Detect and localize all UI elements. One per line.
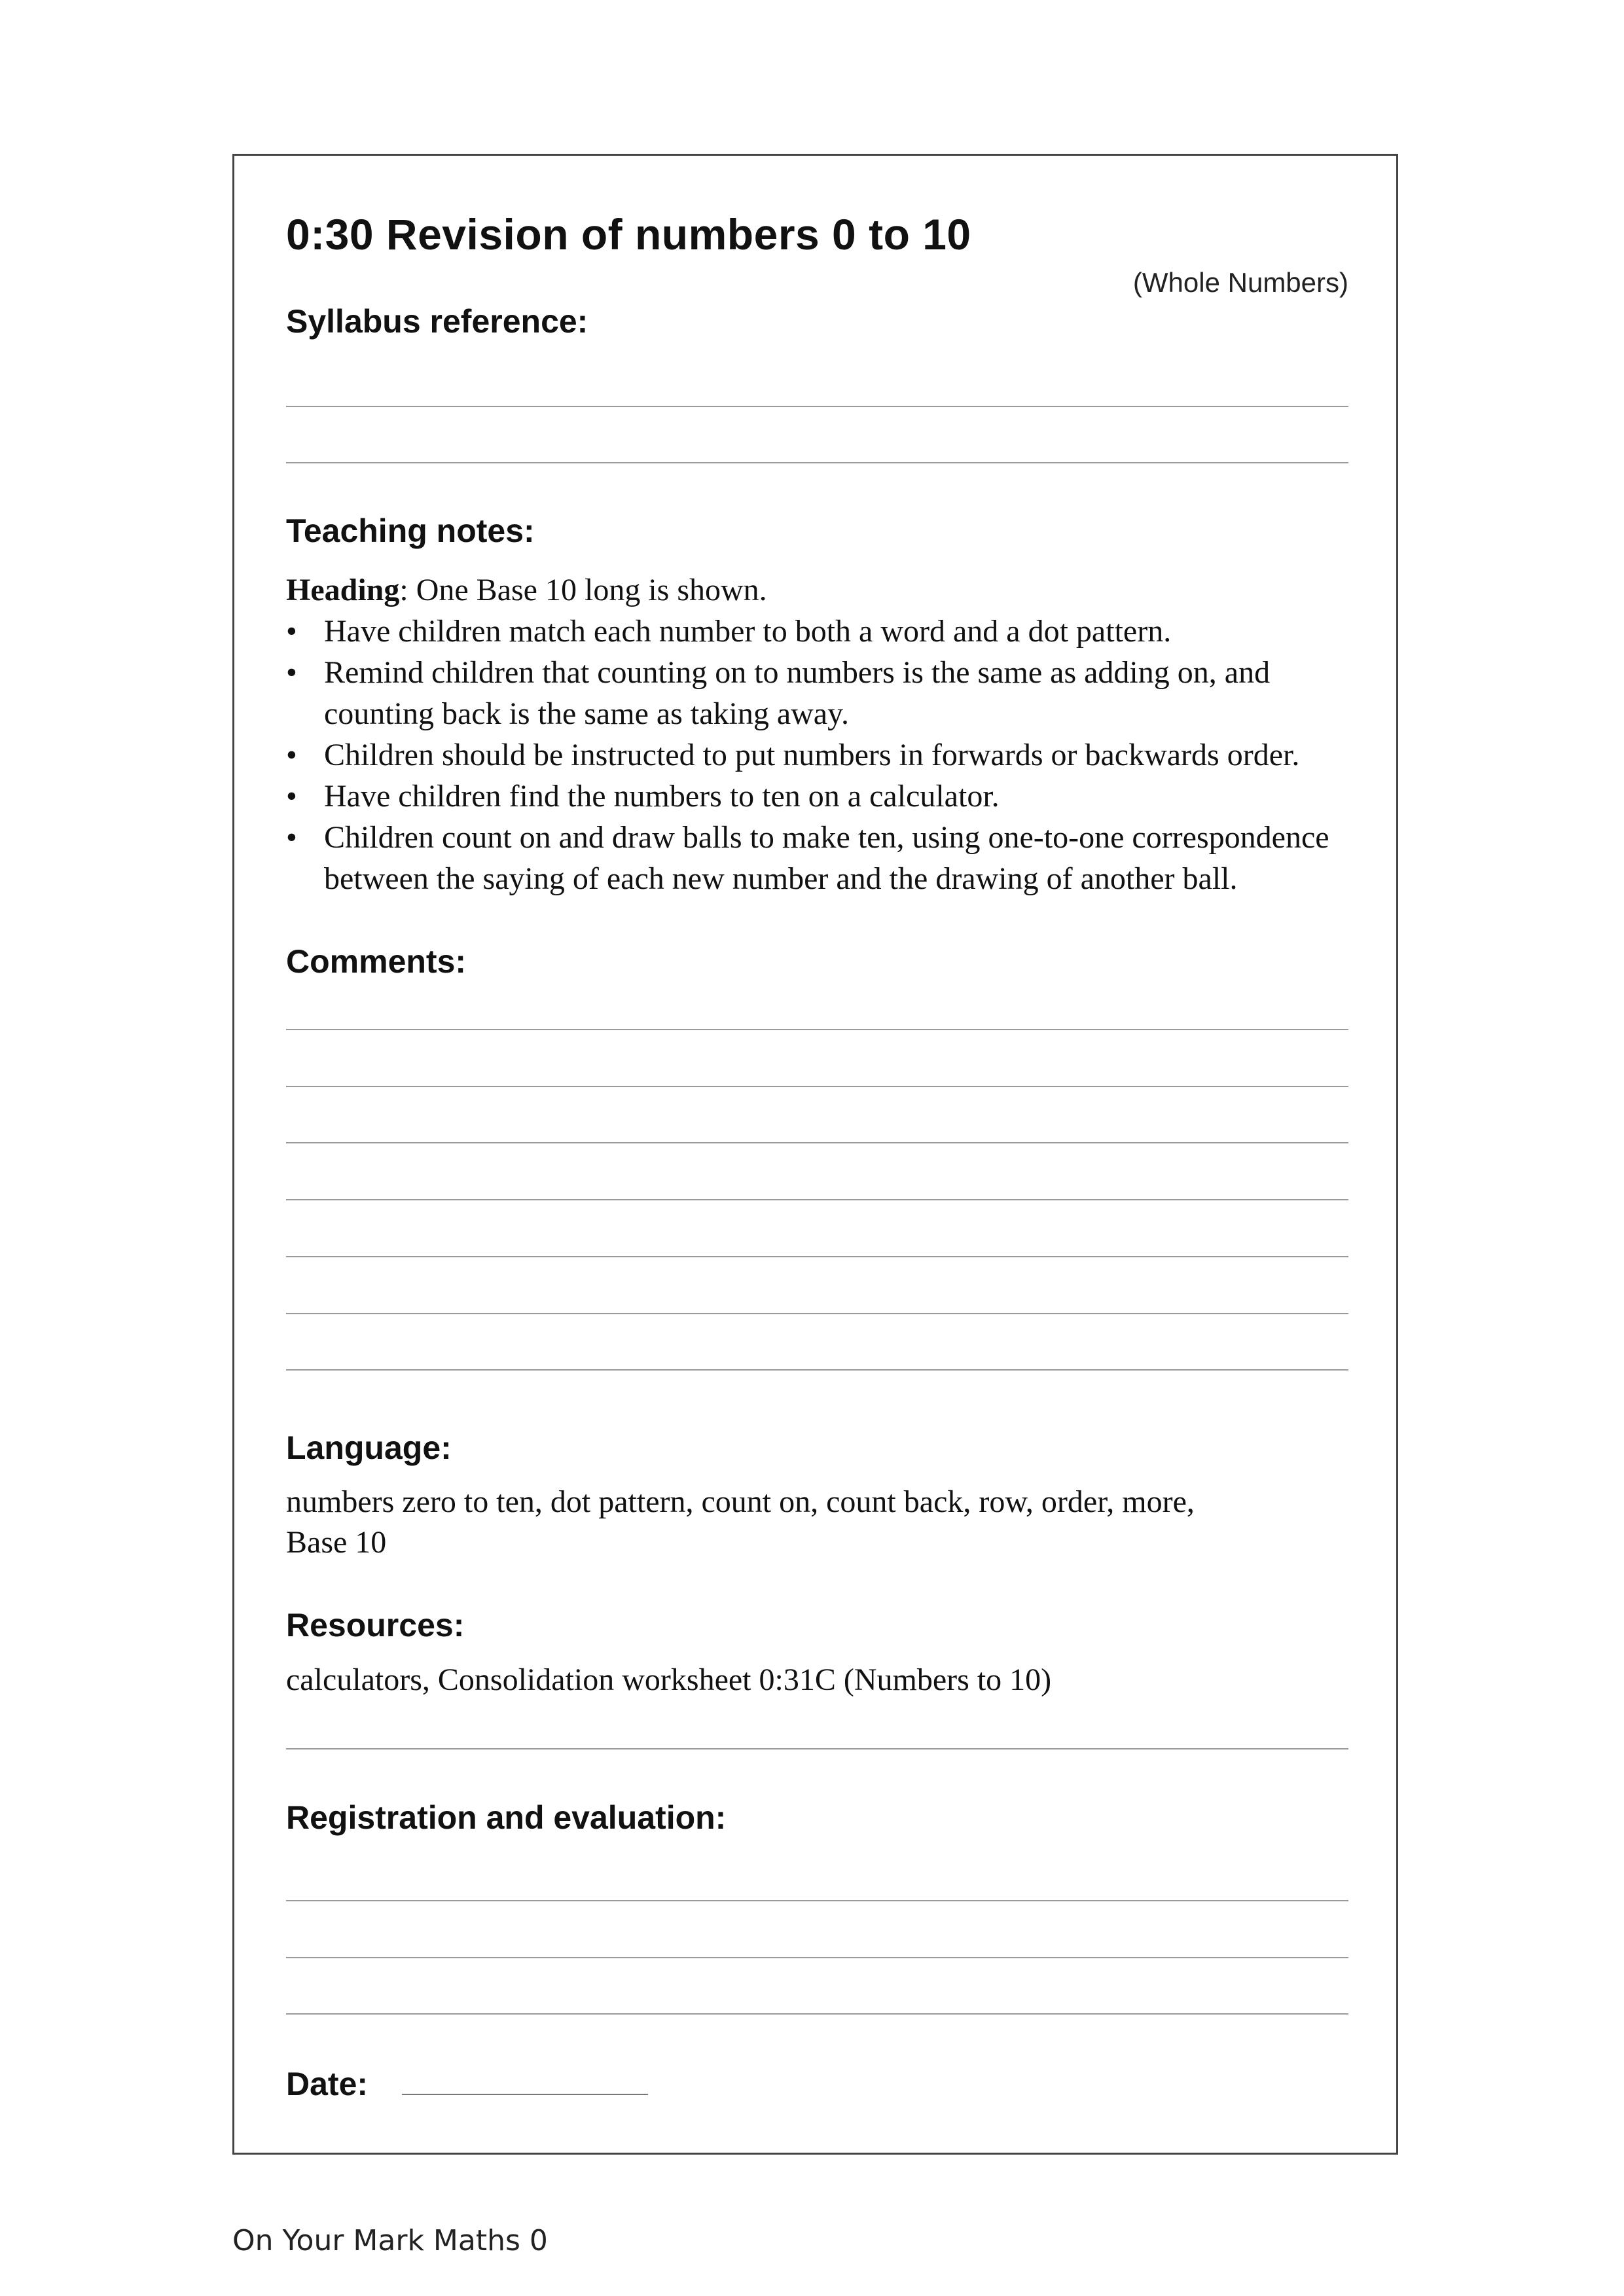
list-item-text: Have children match each number to both a word and a dot pattern.: [324, 614, 1172, 649]
date-field-line: [402, 2094, 648, 2095]
list-item: [286, 817, 1360, 899]
lead-bold: Heading: [286, 573, 400, 607]
page-title: 0:30 Revision of numbers 0 to 10: [286, 210, 971, 259]
teaching-notes-body: [286, 569, 1360, 899]
bullet-icon: •: [286, 614, 297, 649]
syllabus-line-2: [286, 462, 1348, 463]
list-item: [286, 734, 1360, 776]
language-text: [286, 1482, 1360, 1563]
comments-line-5: [286, 1256, 1348, 1257]
language-heading: Language:: [286, 1429, 452, 1466]
registration-line-2: [286, 1957, 1348, 1958]
resources-text: calculators, Consolidation worksheet 0:31C (Numbers to 10): [286, 1662, 1052, 1697]
list-item: [286, 776, 1360, 817]
teaching-notes-lead: [286, 569, 1360, 611]
bullet-icon: •: [286, 820, 297, 855]
topic-label: (Whole Numbers): [1132, 267, 1348, 298]
list-item: [286, 652, 1360, 734]
bullet-icon: •: [286, 738, 297, 772]
list-item-text: Have children find the numbers to ten on a calculator.: [324, 779, 1000, 814]
resources-line: [286, 1748, 1348, 1749]
registration-line-1: [286, 1900, 1348, 1901]
language-line-1: numbers zero to ten, dot pattern, count on, count back, row, order, more,: [286, 1484, 1195, 1519]
bullet-icon: •: [286, 655, 297, 690]
comments-line-4: [286, 1199, 1348, 1200]
bullet-icon: •: [286, 779, 297, 814]
list-item-text: Remind children that counting on to numbers is the same as adding on, and counting back is the same as taking away.: [324, 655, 1271, 731]
list-item: [286, 611, 1360, 652]
syllabus-line-1: [286, 406, 1348, 407]
comments-line-3: [286, 1142, 1348, 1143]
comments-line-6: [286, 1313, 1348, 1314]
list-item-text: Children count on and draw balls to make ten, using one-to-one correspondence between the saying of each new number and the drawing of another ball.: [324, 820, 1329, 896]
page-frame: [232, 154, 1398, 2155]
registration-line-3: [286, 2013, 1348, 2015]
footer-text: On Your Mark Maths 0: [232, 2224, 548, 2257]
teaching-notes-heading: Teaching notes:: [286, 512, 535, 549]
language-line-2: Base 10: [286, 1525, 387, 1560]
teaching-notes-list: [286, 611, 1360, 899]
comments-line-1: [286, 1029, 1348, 1030]
comments-line-2: [286, 1086, 1348, 1087]
comments-line-7: [286, 1369, 1348, 1371]
registration-heading: Registration and evaluation:: [286, 1799, 727, 1836]
resources-heading: Resources:: [286, 1607, 465, 1643]
lead-text: : One Base 10 long is shown.: [399, 573, 767, 607]
list-item-text: Children should be instructed to put numbers in forwards or backwards order.: [324, 738, 1300, 772]
comments-heading: Comments:: [286, 943, 467, 980]
syllabus-heading: Syllabus reference:: [286, 303, 588, 340]
date-label: Date:: [286, 2066, 369, 2102]
